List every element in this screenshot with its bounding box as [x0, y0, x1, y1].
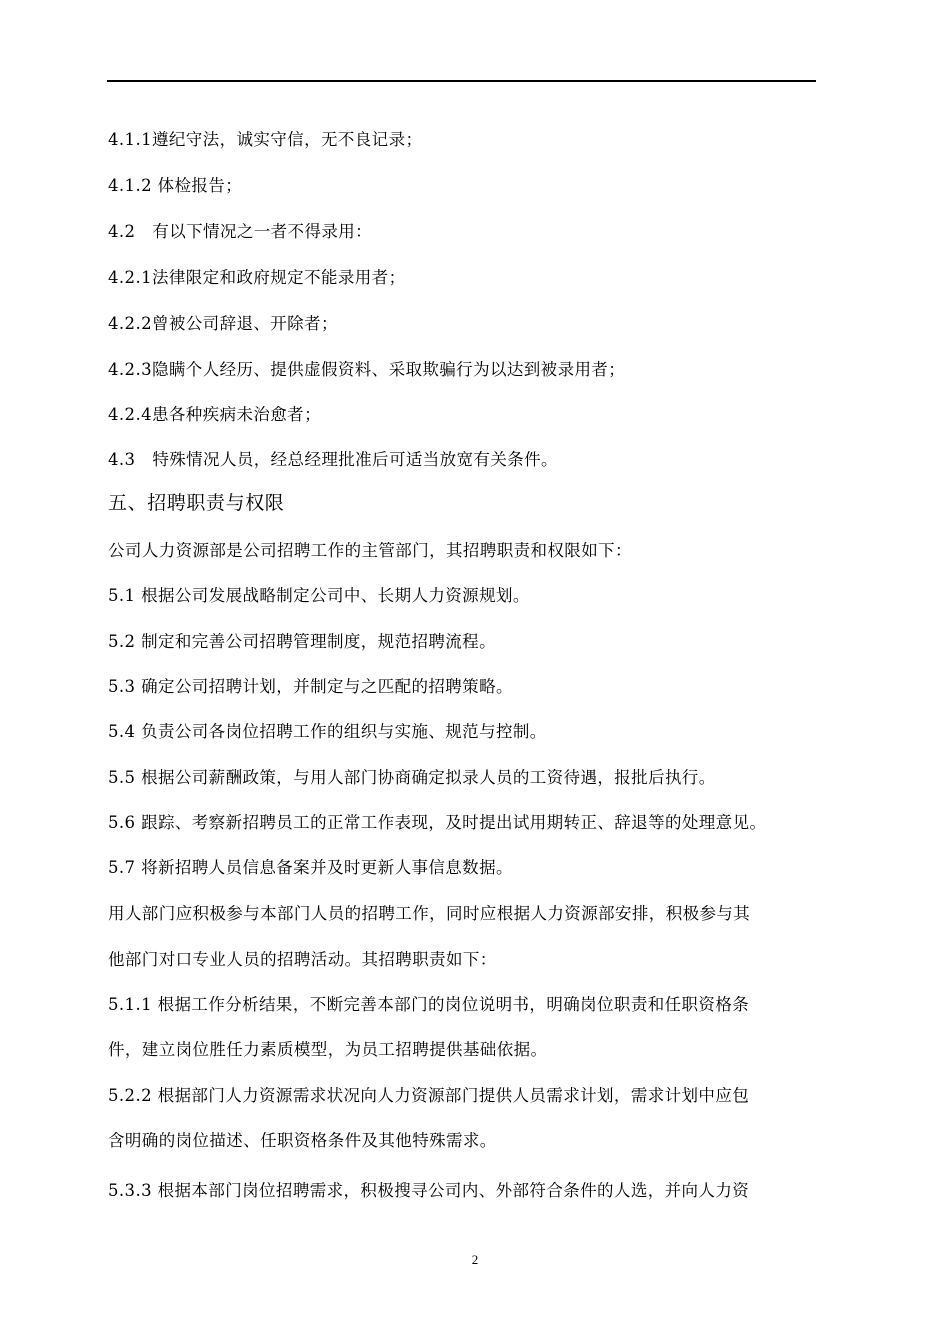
clause-5-1-1-line-1: 5.1.1 根据工作分析结果，不断完善本部门的岗位说明书，明确岗位职责和任职资格条	[108, 995, 750, 1014]
dept-intro-paragraph-line-2: 他部门对口专业人员的招聘活动。其招聘职责如下：	[108, 950, 497, 969]
dept-intro-paragraph-line-1: 用人部门应积极参与本部门人员的招聘工作，同时应根据人力资源部安排，积极参与其	[108, 904, 751, 923]
clause-4-3: 4.3 特殊情况人员，经总经理批准后可适当放宽有关条件。	[108, 450, 558, 469]
clause-5-2-2-line-2: 含明确的岗位描述、任职资格条件及其他特殊需求。	[108, 1131, 497, 1150]
page-number: 2	[471, 1252, 479, 1267]
clause-5-6: 5.6 跟踪、考察新招聘员工的正常工作表现，及时提出试用期转正、辞退等的处理意见。	[108, 813, 767, 832]
clause-4-2-1: 4.2.1法律限定和政府规定不能录用者；	[108, 268, 406, 287]
header-rule	[107, 80, 816, 82]
clause-5-7: 5.7 将新招聘人员信息备案并及时更新人事信息数据。	[108, 858, 513, 877]
clause-4-2: 4.2 有以下情况之一者不得录用：	[108, 222, 373, 241]
clause-5-3: 5.3 确定公司招聘计划，并制定与之匹配的招聘策略。	[108, 677, 513, 696]
clause-5-4: 5.4 负责公司各岗位招聘工作的组织与实施、规范与控制。	[108, 722, 547, 741]
clause-4-2-3: 4.2.3隐瞒个人经历、提供虚假资料、采取欺骗行为以达到被录用者；	[108, 360, 626, 379]
clause-5-1: 5.1 根据公司发展战略制定公司中、长期人力资源规划。	[108, 586, 530, 605]
hr-intro-paragraph: 公司人力资源部是公司招聘工作的主管部门，其招聘职责和权限如下：	[108, 541, 632, 560]
clause-5-2: 5.2 制定和完善公司招聘管理制度，规范招聘流程。	[108, 632, 496, 651]
clause-4-1-2: 4.1.2 体检报告；	[108, 176, 243, 195]
clause-4-2-2: 4.2.2曾被公司辞退、开除者；	[108, 314, 338, 333]
clause-5-3-3-line-1: 5.3.3 根据本部门岗位招聘需求，积极搜寻公司内、外部符合条件的人选，并向人力资	[108, 1181, 750, 1200]
clause-5-1-1-line-2: 件，建立岗位胜任力素质模型，为员工招聘提供基础依据。	[108, 1040, 548, 1059]
clause-5-5: 5.5 根据公司薪酬政策，与用人部门协商确定拟录人员的工资待遇，报批后执行。	[108, 768, 716, 787]
clause-5-2-2-line-1: 5.2.2 根据部门人力资源需求状况向人力资源部门提供人员需求计划，需求计划中应包	[108, 1086, 750, 1105]
section-heading: 五、招聘职责与权限	[108, 492, 285, 514]
clause-4-2-4: 4.2.4患各种疾病未治愈者；	[108, 405, 321, 424]
clause-4-1-1: 4.1.1遵纪守法，诚实守信，无不良记录；	[108, 130, 423, 149]
